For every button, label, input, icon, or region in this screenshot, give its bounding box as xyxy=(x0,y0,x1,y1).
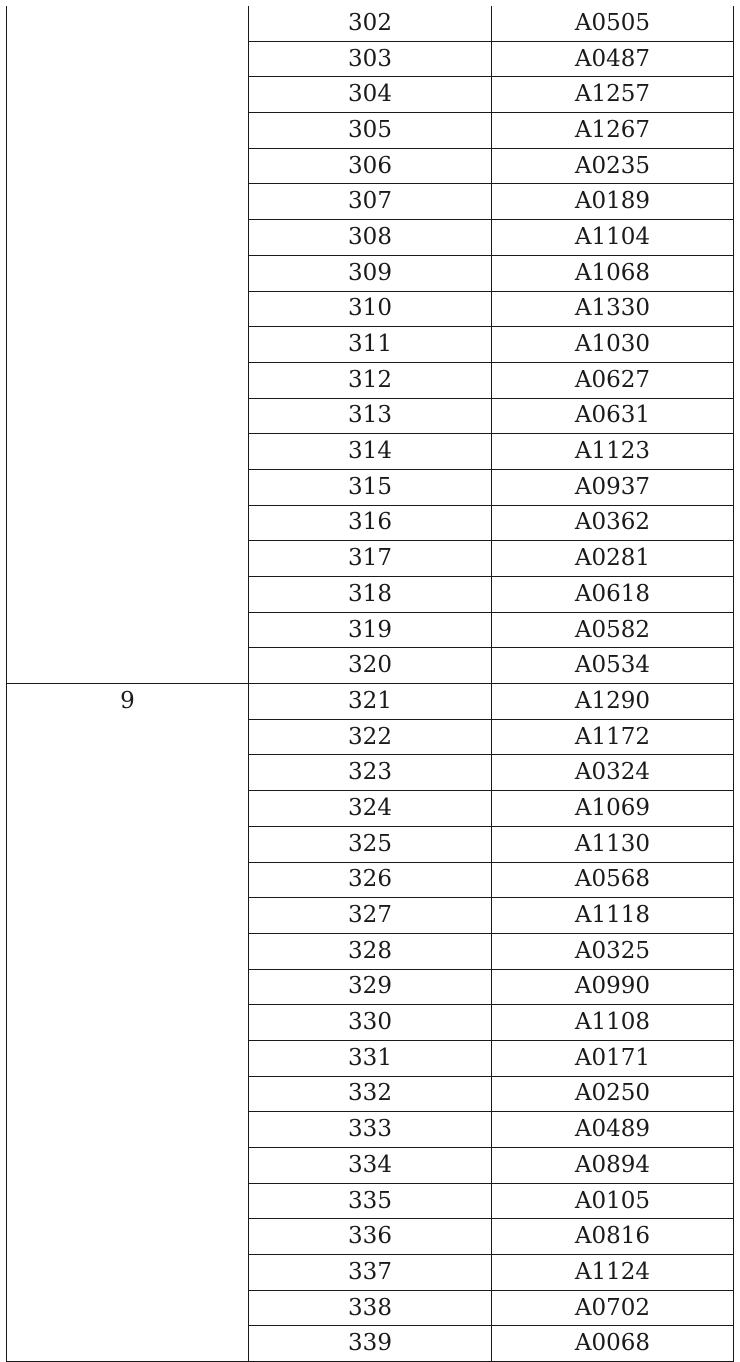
code-cell: A0582 xyxy=(492,612,734,648)
code-cell: A1030 xyxy=(492,327,734,363)
code-cell: A0489 xyxy=(492,1112,734,1148)
code-cell: A0487 xyxy=(492,41,734,77)
number-cell: 302 xyxy=(249,6,492,41)
number-cell: 310 xyxy=(249,291,492,327)
table-row xyxy=(7,684,734,720)
code-cell: A1172 xyxy=(492,719,734,755)
code-cell: A1069 xyxy=(492,791,734,827)
code-cell: A0937 xyxy=(492,469,734,505)
number-cell: 327 xyxy=(249,898,492,934)
number-cell: 331 xyxy=(249,1040,492,1076)
code-cell: A1104 xyxy=(492,220,734,256)
number-cell: 322 xyxy=(249,719,492,755)
number-cell: 334 xyxy=(249,1148,492,1184)
group-label: 9 xyxy=(120,688,135,715)
number-cell: 336 xyxy=(249,1219,492,1255)
code-cell: A0627 xyxy=(492,362,734,398)
code-cell: A0894 xyxy=(492,1148,734,1184)
data-table xyxy=(6,6,734,1362)
code-cell: A0325 xyxy=(492,933,734,969)
code-cell: A0618 xyxy=(492,577,734,613)
number-cell: 333 xyxy=(249,1112,492,1148)
number-cell: 326 xyxy=(249,862,492,898)
code-cell: A0189 xyxy=(492,184,734,220)
number-cell: 317 xyxy=(249,541,492,577)
number-cell: 325 xyxy=(249,826,492,862)
code-cell: A1257 xyxy=(492,77,734,113)
code-cell: A0505 xyxy=(492,6,734,41)
number-cell: 307 xyxy=(249,184,492,220)
code-cell: A0068 xyxy=(492,1326,734,1362)
code-cell: A1330 xyxy=(492,291,734,327)
number-cell: 314 xyxy=(249,434,492,470)
code-cell: A0250 xyxy=(492,1076,734,1112)
number-cell: 320 xyxy=(249,648,492,684)
group-cell xyxy=(7,6,249,684)
table-row xyxy=(7,6,734,41)
number-cell: 315 xyxy=(249,469,492,505)
number-cell: 311 xyxy=(249,327,492,363)
code-cell: A1267 xyxy=(492,113,734,149)
number-cell: 308 xyxy=(249,220,492,256)
code-cell: A1118 xyxy=(492,898,734,934)
group-label xyxy=(7,6,248,12)
code-cell: A1124 xyxy=(492,1255,734,1291)
number-cell: 305 xyxy=(249,113,492,149)
number-cell: 324 xyxy=(249,791,492,827)
number-cell: 318 xyxy=(249,577,492,613)
number-cell: 303 xyxy=(249,41,492,77)
number-cell: 312 xyxy=(249,362,492,398)
number-cell: 304 xyxy=(249,77,492,113)
code-cell: A0534 xyxy=(492,648,734,684)
code-cell: A0171 xyxy=(492,1040,734,1076)
number-cell: 321 xyxy=(249,684,492,720)
number-cell: 313 xyxy=(249,398,492,434)
code-cell: A0235 xyxy=(492,148,734,184)
code-cell: A0105 xyxy=(492,1183,734,1219)
number-cell: 332 xyxy=(249,1076,492,1112)
code-cell: A0990 xyxy=(492,969,734,1005)
number-cell: 329 xyxy=(249,969,492,1005)
code-cell: A0324 xyxy=(492,755,734,791)
number-cell: 338 xyxy=(249,1290,492,1326)
number-cell: 323 xyxy=(249,755,492,791)
number-cell: 328 xyxy=(249,933,492,969)
code-cell: A0281 xyxy=(492,541,734,577)
group-cell xyxy=(7,684,249,1362)
number-cell: 319 xyxy=(249,612,492,648)
number-cell: 316 xyxy=(249,505,492,541)
code-cell: A1123 xyxy=(492,434,734,470)
number-cell: 306 xyxy=(249,148,492,184)
number-cell: 337 xyxy=(249,1255,492,1291)
code-cell: A0816 xyxy=(492,1219,734,1255)
code-cell: A1290 xyxy=(492,684,734,720)
number-cell: 335 xyxy=(249,1183,492,1219)
code-cell: A1068 xyxy=(492,255,734,291)
table-body xyxy=(7,6,734,1362)
code-cell: A0702 xyxy=(492,1290,734,1326)
code-cell: A0568 xyxy=(492,862,734,898)
code-cell: A0362 xyxy=(492,505,734,541)
number-cell: 330 xyxy=(249,1005,492,1041)
number-cell: 339 xyxy=(249,1326,492,1362)
number-cell: 309 xyxy=(249,255,492,291)
code-cell: A1108 xyxy=(492,1005,734,1041)
code-cell: A0631 xyxy=(492,398,734,434)
code-cell: A1130 xyxy=(492,826,734,862)
